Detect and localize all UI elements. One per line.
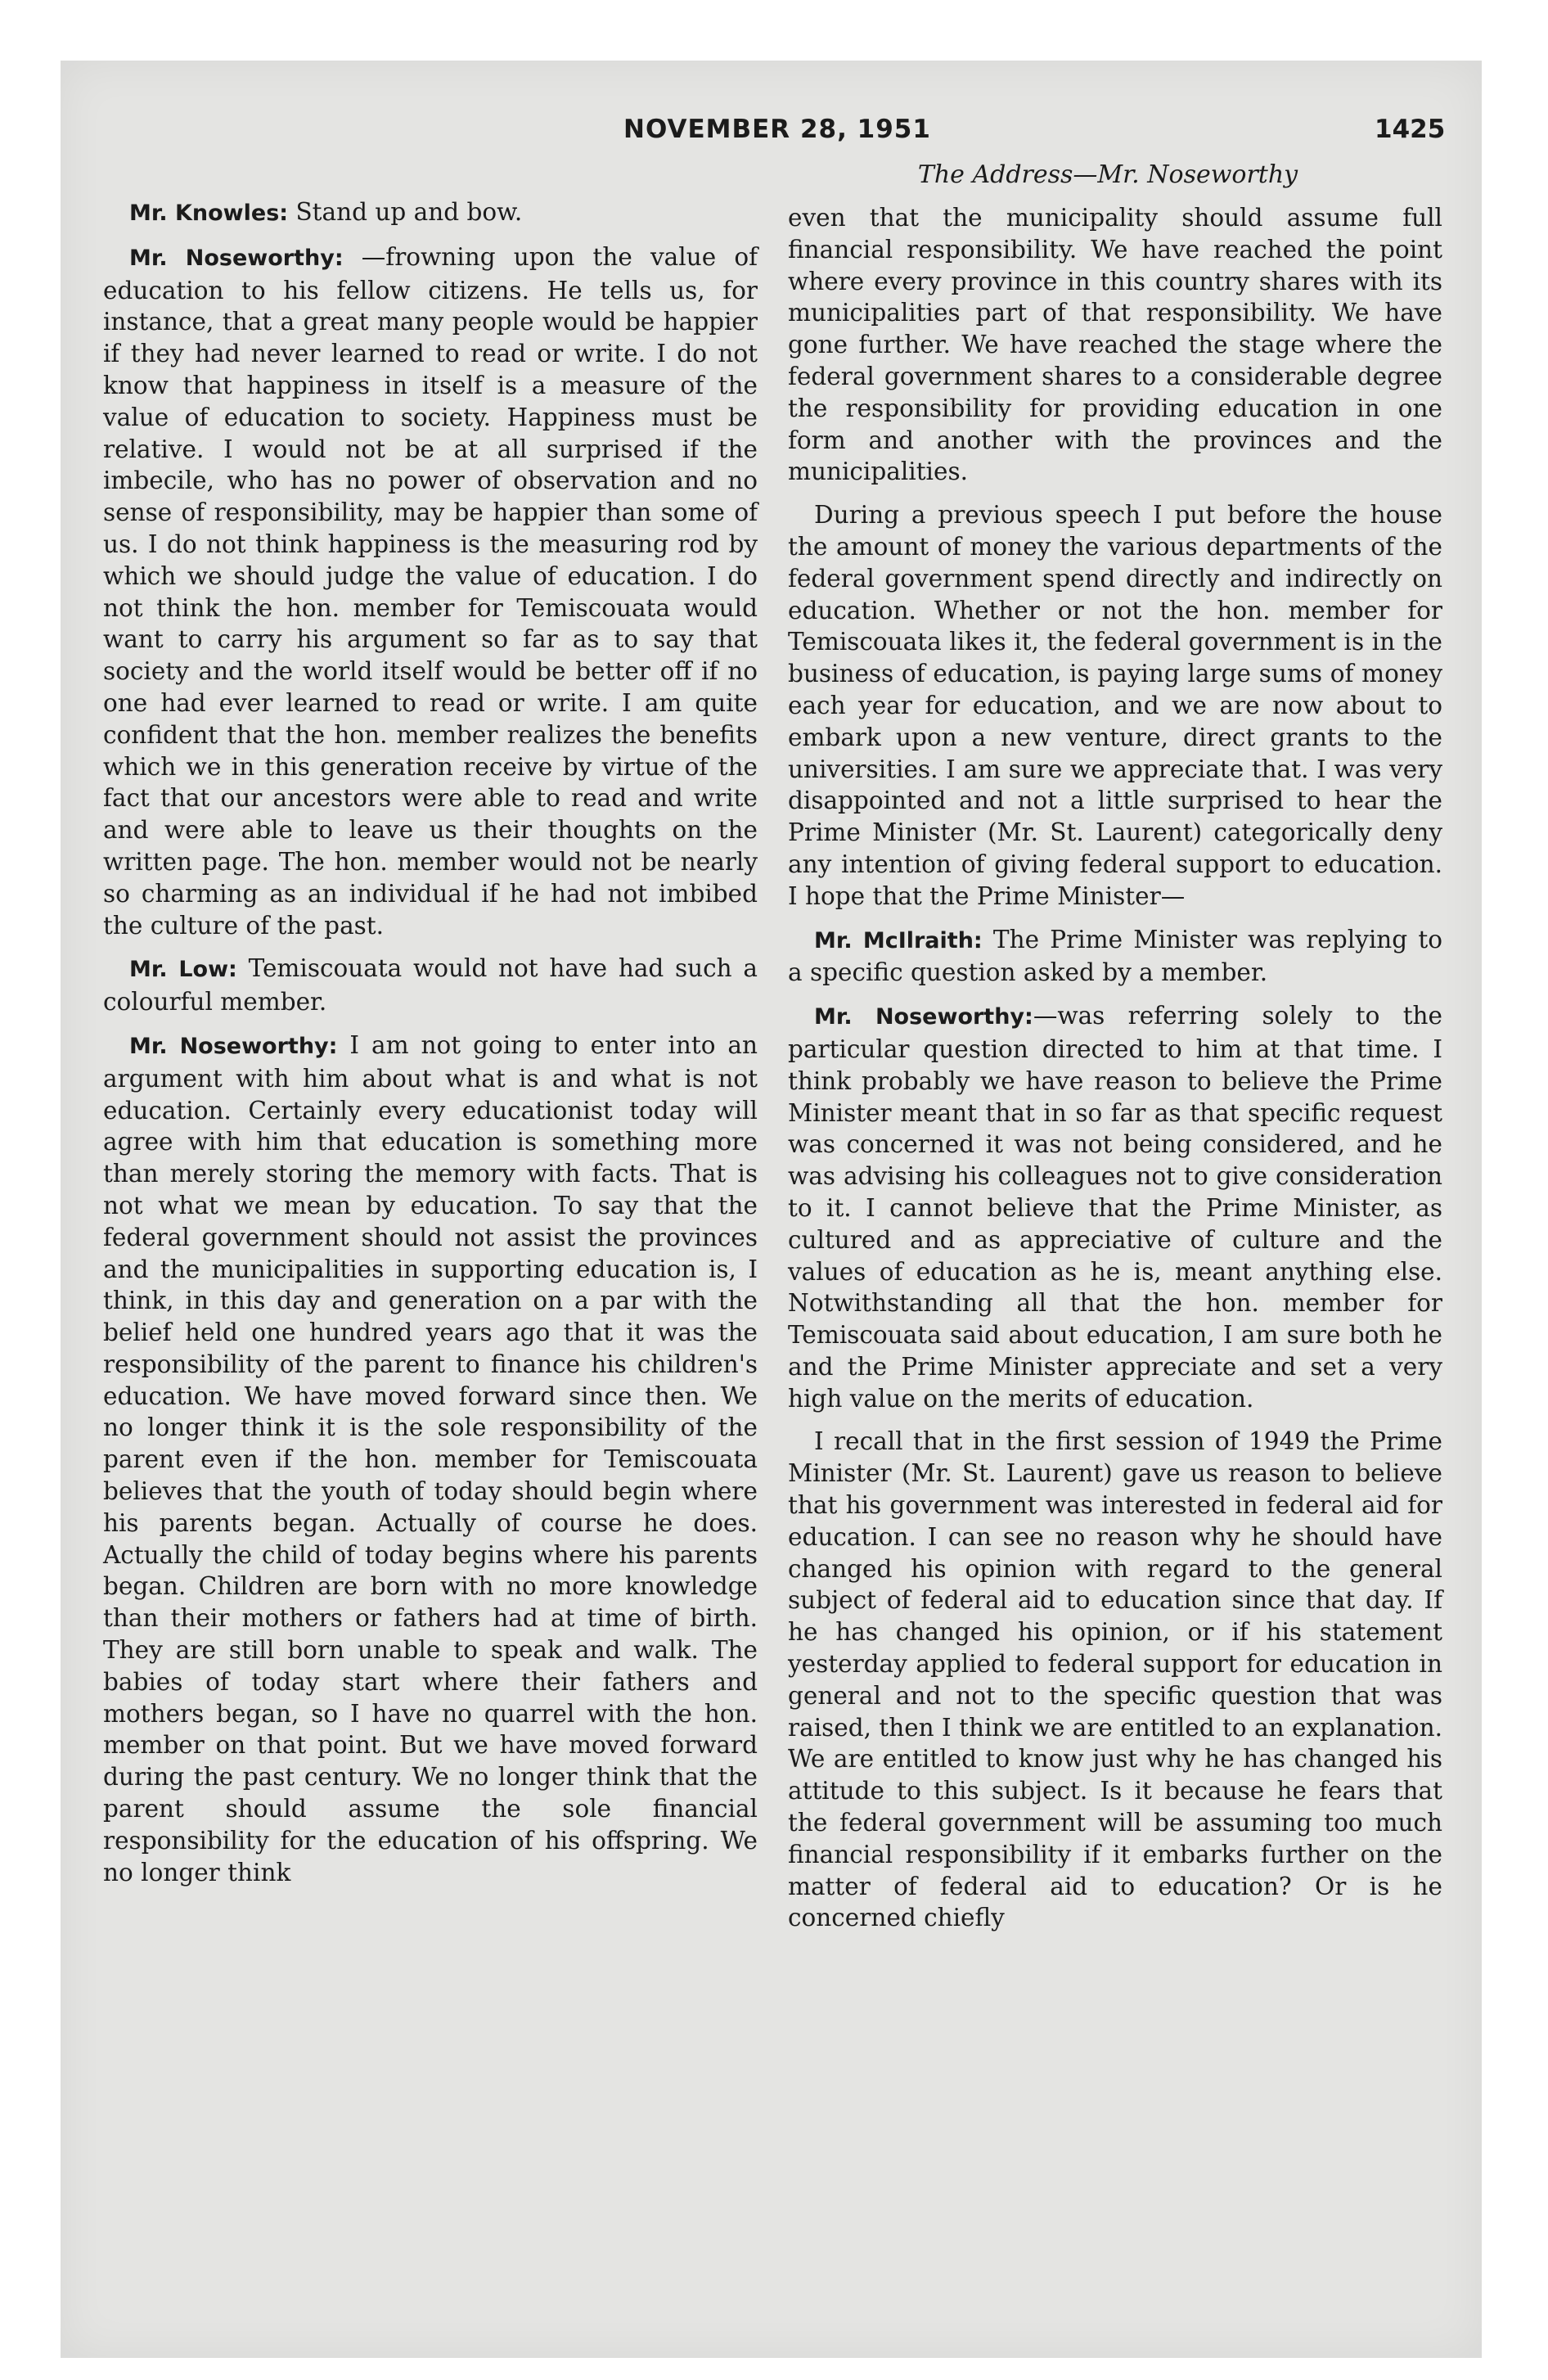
paragraph-text: even that the municipality should assume full financial responsibility. We have reached the point where every province in this country shares with its municipalities part of that responsibility. We have gone further. We have reached the stage where the federal government shares to a considerable degree the responsibility for providing education in one form and another with the provinces and the municipalities. — [788, 204, 1442, 486]
paragraph — [788, 1426, 1442, 1934]
speaker-name: Mr. Low: — [129, 957, 237, 983]
paragraph-text: Stand up and bow. — [288, 198, 523, 226]
paragraph — [103, 241, 758, 942]
paragraph — [103, 1030, 758, 1889]
paragraph-text: Temiscouata would not have had such a colourful member. — [103, 954, 758, 1016]
speaker-name: Mr. Noseworthy: — [814, 1004, 1033, 1030]
paragraph — [788, 202, 1442, 488]
paragraph-text: —was referring solely to the particular question directed to him at that time. I think probably we have reason to believe the Prime Minister meant that in so far as that specific request was concerned it was not being considered, and he was advising his colleagues not to give consideration to it. I cannot believe that the Prime Minister, as cultured and as appreciative of culture and the values of education as he is, meant anything else. Notwithstanding all that the hon. member for Temiscouata said about education, I am sure both he and the Prime Minister appreciate and set a very high value on the merits of education. — [788, 1002, 1443, 1413]
paragraph-text: I am not going to enter into an argument with him about what is and what is not education. Certainly every educationist today will agree with him that education is something more than merely storing the memory with facts. That is not what we mean by education. To say that the federal government should not assist the provinces and the municipalities in supporting education is, I think, in this day and generation on a par with the belief held one hundred years ago that it was the responsibility of the parent to finance his children's education. We have moved forward since then. We no longer think it is the sole responsibility of the parent even if the hon. member for Temiscouata believes that the youth of today should begin where his parents began. Actually of course he does. Actually the child of today begins where his parents began. Children are born with no more knowledge than their mothers or fathers had at time of birth. They are still born unable to speak and walk. The babies of today start where their fathers and mothers began, so I have no quarrel with the hon. member on that point. But we have moved forward during the past century. We no longer think that the parent should assume the sole financial responsibility for the education of his offspring. We no longer think — [103, 1030, 758, 1886]
paragraph-text: The Prime Minister was replying to a specific question asked by a member. — [788, 925, 1442, 987]
speaker-name: Mr. Noseworthy: — [129, 1033, 338, 1059]
paragraph-text: —frowning upon the value of education to his fellow citizens. He tells us, for instance, that a great many people would be happier if they had never learned to read or write. I do not know that happiness in itself is a measure of the value of education to society. Happiness must be relative. I would not be at all surprised if the imbecile, who has no power of observation and no sense of responsibility, may be happier than some of us. I do not think happiness is the measuring rod by which we should judge the value of education. I do not think the hon. member for Temiscouata would want to carry his argument so far as to say that society and the world itself would be better off if no one had ever learned to read or write. I am quite confident that the hon. member realizes the benefits which we in this generation receive by virtue of the fact that our ancestors were able to read and write and were able to leave us their thoughts on the written page. The hon. member would not be nearly so charming as an individual if he had not imbibed the culture of the past. — [103, 242, 758, 940]
paragraph — [788, 924, 1442, 989]
right-column — [788, 202, 1442, 1934]
running-title: The Address—Mr. Noseworthy — [917, 160, 1298, 189]
speaker-name: Mr. Knowles: — [129, 201, 289, 226]
paragraph — [788, 1000, 1442, 1414]
page-number: 1425 — [1375, 115, 1446, 144]
page-date: NOVEMBER 28, 1951 — [623, 115, 931, 144]
paragraph-text: I recall that in the first session of 1949 the Prime Minister (Mr. St. Laurent) gave us reason to believe that his government was interested in federal aid for education. I can see no reason why he should have changed his opinion with regard to the general subject of federal aid to education since that day. If he has changed his opinion, or if his statement yesterday applied to federal support for education in general and not to the specific question that was raised, then I think we are entitled to an explanation. We are entitled to know just why he has changed his attitude to this subject. Is it because he fears that the federal government will be assuming too much financial responsibility if it embarks further on the matter of federal aid to education? Or is he concerned chiefly — [788, 1427, 1442, 1932]
speaker-name: Mr. Noseworthy: — [129, 245, 344, 271]
paragraph — [788, 499, 1442, 912]
speaker-name: Mr. McIlraith: — [814, 927, 983, 953]
paragraph — [103, 953, 758, 1018]
paragraph-text: During a previous speech I put before the house the amount of money the various departments of the federal government spend directly and indirectly on education. Whether or not the hon. member for Temiscouata likes it, the federal government is in the business of education, is paying large sums of money each year for education, and we are now about to embark upon a new venture, direct grants to the universities. I am sure we appreciate that. I was very disappointed and not a little surprised to hear the Prime Minister (Mr. St. Laurent) categorically deny any intention of giving federal support to education. I hope that the Prime Minister— — [788, 501, 1442, 910]
left-column — [103, 196, 758, 1888]
paragraph — [103, 196, 758, 230]
